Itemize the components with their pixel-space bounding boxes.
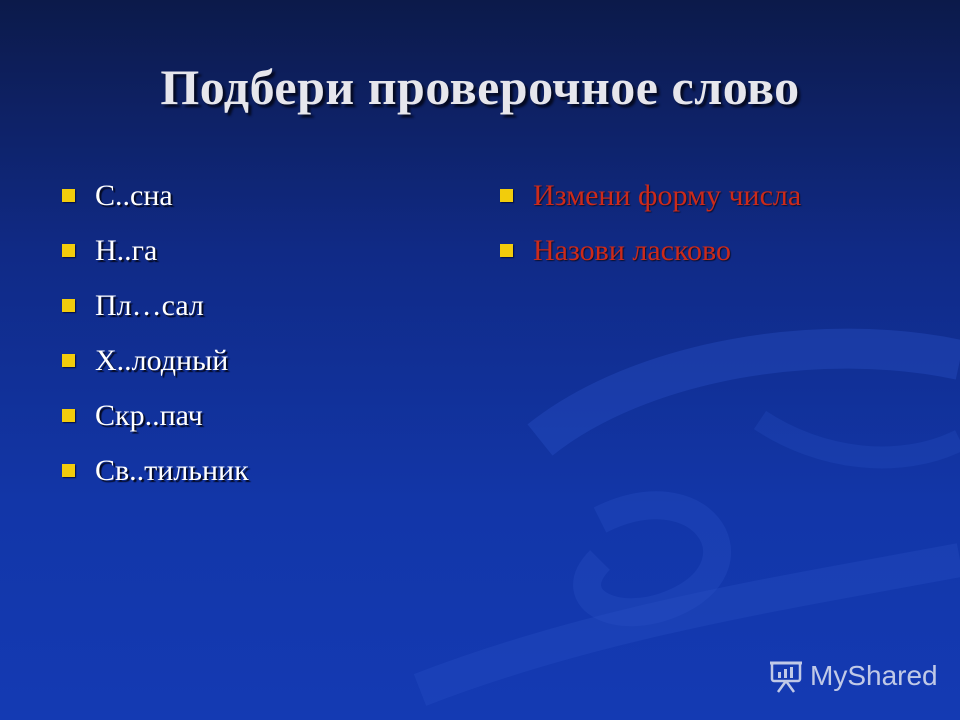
square-bullet-icon — [500, 189, 513, 202]
word-text: С..сна — [95, 179, 173, 212]
instruction-text: Измени форму числа — [533, 179, 802, 212]
word-text: Св..тильник — [95, 454, 249, 487]
square-bullet-icon — [62, 464, 75, 477]
square-bullet-icon — [62, 409, 75, 422]
square-bullet-icon — [500, 244, 513, 257]
word-text: Н..га — [95, 234, 158, 267]
myshared-watermark[interactable] — [768, 656, 938, 696]
square-bullet-icon — [62, 354, 75, 367]
square-bullet-icon — [62, 189, 75, 202]
word-text: Скр..пач — [95, 399, 203, 432]
square-bullet-icon — [62, 244, 75, 257]
watermark-text: MyShared — [810, 660, 938, 691]
projector-screen-icon — [768, 658, 804, 694]
word-text: Пл…сал — [95, 289, 204, 322]
slide-title: Подбери проверочное слово — [160, 59, 800, 115]
square-bullet-icon — [62, 299, 75, 312]
instruction-text: Назови ласково — [533, 234, 731, 267]
word-text: Х..лодный — [95, 344, 229, 377]
